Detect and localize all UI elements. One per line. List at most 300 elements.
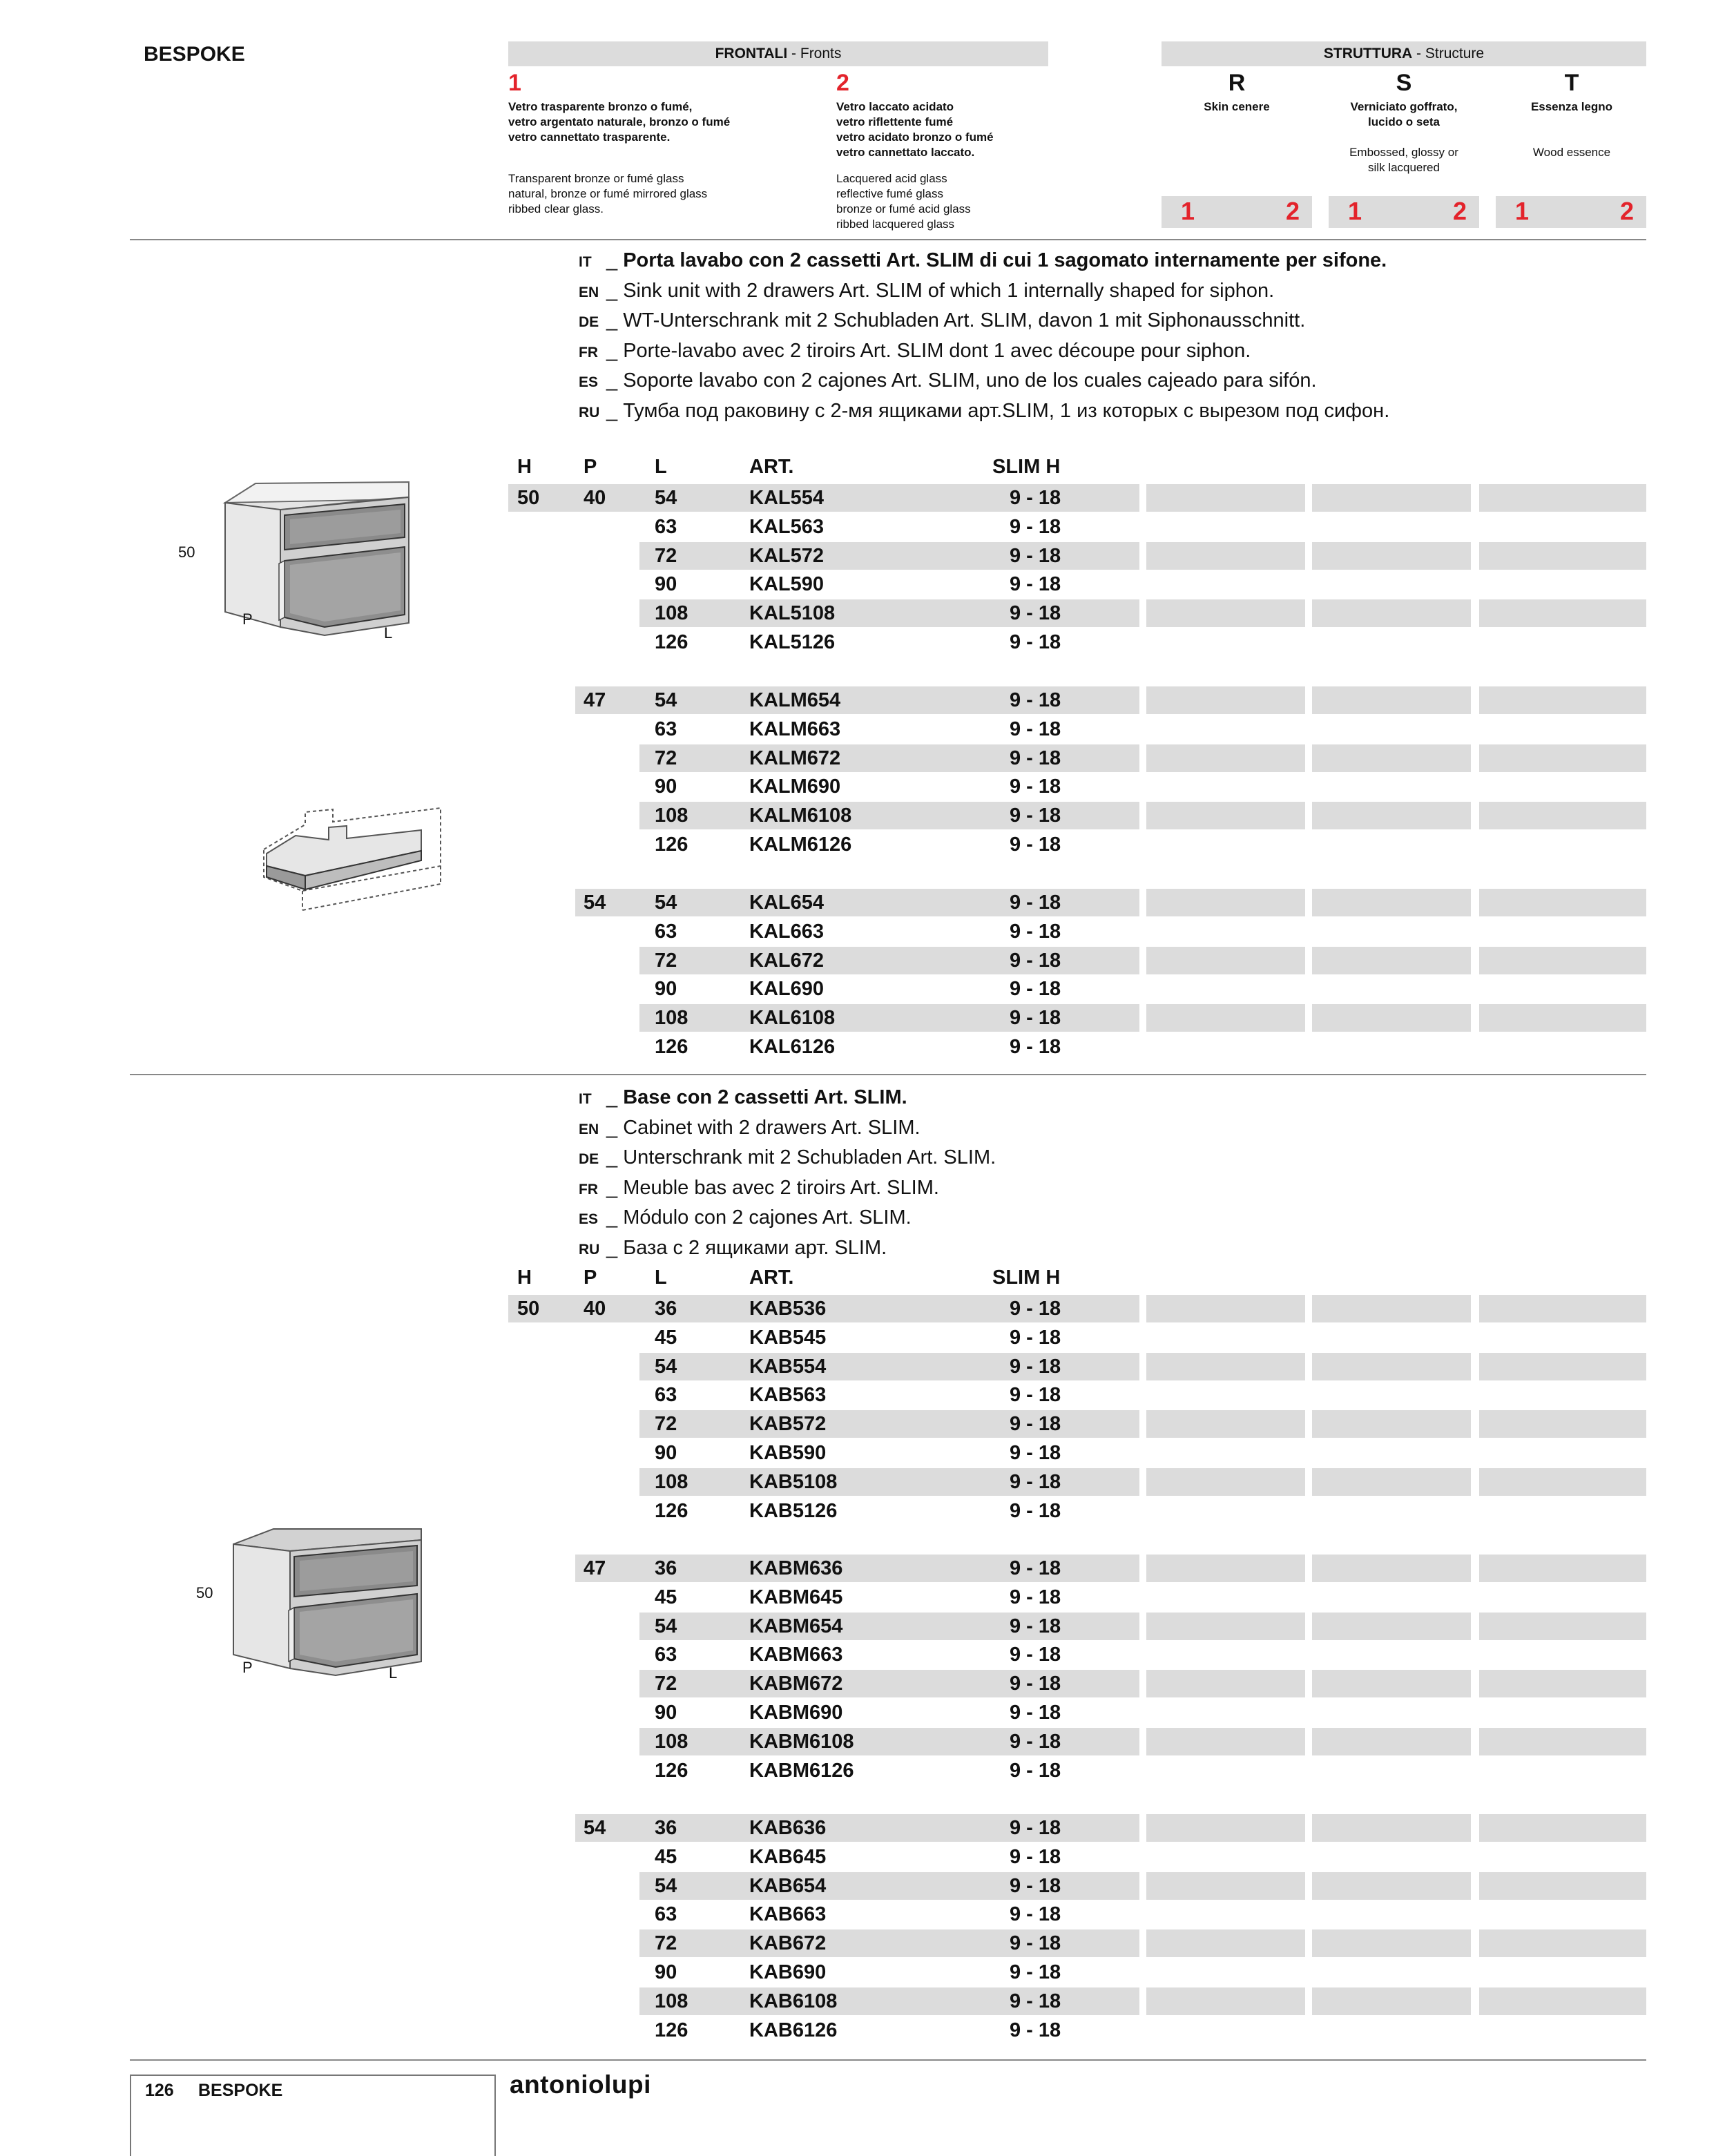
cell-art: KAB572 <box>749 1413 827 1436</box>
cell-l: 63 <box>655 920 677 943</box>
finish-cell <box>1312 744 1471 772</box>
cell-l: 90 <box>655 1702 677 1724</box>
cell-l: 72 <box>655 1413 677 1436</box>
cell-art: KAB636 <box>749 1817 827 1839</box>
cell-art: KABM645 <box>749 1586 843 1608</box>
desc-line-it <box>579 247 1389 277</box>
cell-art: KALM672 <box>749 747 841 769</box>
finish-cell <box>1146 1004 1305 1032</box>
table-row <box>0 1900 1725 1929</box>
lang-code: ES <box>579 1211 599 1227</box>
table-row <box>0 1004 1725 1033</box>
lang-separator: _ <box>606 369 624 392</box>
cell-l: 72 <box>655 1673 677 1695</box>
cell-l: 36 <box>655 1298 677 1320</box>
lang-code: IT <box>579 254 592 270</box>
cell-slim: 9 - 18 <box>1010 689 1061 711</box>
row-shade <box>639 1929 1139 1957</box>
finish-cell <box>1312 686 1471 714</box>
cell-art: KALM654 <box>749 689 841 711</box>
structure-code: 2 <box>1452 197 1467 225</box>
cell-art: KAL590 <box>749 573 824 596</box>
lang-separator: _ <box>606 1176 624 1199</box>
finish-cell <box>1312 1872 1471 1900</box>
cell-slim: 9 - 18 <box>1010 1355 1061 1378</box>
drawing2-width-label: L <box>389 1664 398 1682</box>
finish-cell <box>1479 1929 1646 1957</box>
front-en-line: reflective fumé glass <box>836 187 943 200</box>
structure-code: 1 <box>1348 197 1362 225</box>
cell-slim: 9 - 18 <box>1010 1615 1061 1637</box>
lang-code: DE <box>579 314 599 330</box>
table-row <box>0 975 1725 1004</box>
table-row <box>0 715 1725 744</box>
lang-code: IT <box>579 1091 592 1107</box>
cell-l: 90 <box>655 573 677 596</box>
finish-cell <box>1146 744 1305 772</box>
front-en-line: ribbed lacquered glass <box>836 218 955 231</box>
footer-box <box>130 2075 496 2156</box>
finish-cell <box>1312 1728 1471 1755</box>
row-shade <box>639 1987 1139 2015</box>
lang-code: EN <box>579 284 599 300</box>
finish-cell <box>1312 802 1471 829</box>
cell-l: 45 <box>655 1586 677 1608</box>
cell-slim: 9 - 18 <box>1010 805 1061 827</box>
cell-slim: 9 - 18 <box>1010 1730 1061 1753</box>
structure-code: 2 <box>1619 197 1634 225</box>
desc-text: Тумба под раковину с 2-мя ящиками арт.SLIM, 1 из которых с вырезом под сифон. <box>623 399 1390 422</box>
finish-cell <box>1146 802 1305 829</box>
cell-l: 72 <box>655 544 677 567</box>
table-row <box>0 918 1725 947</box>
finish-cell <box>1479 1872 1646 1900</box>
column-header-slim: SLIM H <box>992 1267 1061 1289</box>
desc-text: Porte-lavabo avec 2 tiroirs Art. SLIM dont 1 avec découpe pour siphon. <box>623 339 1251 362</box>
cell-l: 90 <box>655 1961 677 1983</box>
cell-art: KAB690 <box>749 1961 827 1983</box>
cell-l: 54 <box>655 892 677 914</box>
cell-art: KAB554 <box>749 1355 827 1378</box>
finish-cell <box>1146 1295 1305 1322</box>
row-shade <box>639 542 1139 570</box>
finish-cell <box>1312 484 1471 512</box>
lang-separator: _ <box>606 1236 624 1259</box>
cell-art: KAB545 <box>749 1326 827 1349</box>
cell-art: KALM663 <box>749 718 841 740</box>
finish-cell <box>1479 1353 1646 1380</box>
cell-slim: 9 - 18 <box>1010 1961 1061 1983</box>
finish-cell <box>1146 1670 1305 1697</box>
table-row <box>0 1843 1725 1872</box>
front-en-line: bronze or fumé acid glass <box>836 202 971 215</box>
cell-slim: 9 - 18 <box>1010 1673 1061 1695</box>
desc-text: WT-Unterschrank mit 2 Schubladen Art. SLIM, davon 1 mit Siphonausschnitt. <box>623 309 1306 331</box>
desc-line-de <box>579 1144 996 1174</box>
finish-cell <box>1479 947 1646 974</box>
cell-slim: 9 - 18 <box>1010 2019 1061 2041</box>
table-row <box>0 1324 1725 1353</box>
finish-cell <box>1312 1929 1471 1957</box>
cell-l: 108 <box>655 1470 688 1493</box>
desc-line-ru <box>579 397 1389 427</box>
cell-slim: 9 - 18 <box>1010 978 1061 1001</box>
cell-l: 36 <box>655 1817 677 1839</box>
finish-cell <box>1312 1555 1471 1582</box>
desc-text: Unterschrank mit 2 Schubladen Art. SLIM. <box>623 1146 996 1168</box>
cell-l: 90 <box>655 1442 677 1464</box>
cell-art: KALM6108 <box>749 805 852 827</box>
finish-cell <box>1146 1872 1305 1900</box>
column-header-slim: SLIM H <box>992 456 1061 478</box>
finish-cell <box>1146 1814 1305 1842</box>
cell-p: 54 <box>584 892 606 914</box>
cell-art: KABM663 <box>749 1644 843 1666</box>
cell-art: KAL6126 <box>749 1036 836 1058</box>
cell-l: 126 <box>655 1759 688 1782</box>
cell-l: 90 <box>655 978 677 1001</box>
cell-l: 108 <box>655 1730 688 1753</box>
row-shade <box>639 599 1139 627</box>
cell-art: KAL690 <box>749 978 824 1001</box>
structure-code-box <box>1496 196 1646 228</box>
cell-l: 45 <box>655 1845 677 1868</box>
structure-bar <box>1162 41 1646 66</box>
cell-slim: 9 - 18 <box>1010 544 1061 567</box>
table-row <box>0 1929 1725 1958</box>
cell-art: KAB6108 <box>749 1990 838 2012</box>
structure-it-line: Essenza legno <box>1530 100 1613 113</box>
cell-slim: 9 - 18 <box>1010 1442 1061 1464</box>
cell-art: KAB536 <box>749 1298 827 1320</box>
finish-cell <box>1312 889 1471 916</box>
cell-l: 72 <box>655 1932 677 1955</box>
structure-code: 1 <box>1515 197 1530 225</box>
lang-separator: _ <box>606 1206 624 1229</box>
desc-line-es <box>579 1204 996 1234</box>
column-header-l: L <box>655 456 667 478</box>
cell-art: KABM636 <box>749 1557 843 1579</box>
desc-text: Soporte lavabo con 2 cajones Art. SLIM, uno de los cuales cajeado para sifón. <box>623 369 1317 392</box>
desc-text: Base con 2 cassetti Art. SLIM. <box>623 1086 907 1108</box>
lang-separator: _ <box>606 399 624 422</box>
cell-l: 54 <box>655 1874 677 1897</box>
sink-unit-drawing <box>207 470 428 649</box>
table-row <box>0 1381 1725 1410</box>
row-shade <box>639 1613 1139 1640</box>
cell-l: 126 <box>655 2019 688 2041</box>
cell-art: KAL572 <box>749 544 824 567</box>
cell-p: 47 <box>584 689 606 711</box>
structure-it-line: Skin cenere <box>1204 100 1270 113</box>
structure-code-box <box>1162 196 1312 228</box>
front-it-line: Vetro trasparente bronzo o fumé, <box>508 100 693 113</box>
drawing1-width-label: L <box>384 624 393 642</box>
cell-slim: 9 - 18 <box>1010 892 1061 914</box>
fronts-bar-rest: - Fronts <box>787 46 842 61</box>
front-it-line: vetro cannettato trasparente. <box>508 131 671 144</box>
cell-h: 50 <box>517 1298 540 1320</box>
structure-en-line: silk lacquered <box>1368 161 1440 174</box>
structure-code: 2 <box>1285 197 1300 225</box>
table-row <box>0 1439 1725 1468</box>
cell-art: KAB654 <box>749 1874 827 1897</box>
lang-separator: _ <box>606 1086 624 1108</box>
finish-cell <box>1146 1353 1305 1380</box>
row-shade <box>639 1728 1139 1755</box>
front-en-line: Lacquered acid glass <box>836 172 947 185</box>
row-shade <box>639 947 1139 974</box>
cell-l: 108 <box>655 1007 688 1030</box>
front-it-line: vetro riflettente fumé <box>836 115 954 128</box>
cell-slim: 9 - 18 <box>1010 718 1061 740</box>
cell-l: 63 <box>655 1903 677 1926</box>
table-row <box>0 1699 1725 1728</box>
finish-cell <box>1146 686 1305 714</box>
cell-l: 36 <box>655 1557 677 1579</box>
cell-slim: 9 - 18 <box>1010 1903 1061 1926</box>
divider <box>130 239 1646 240</box>
table-row <box>0 1814 1725 1843</box>
column-header-h: H <box>517 456 532 478</box>
cell-p: 40 <box>584 1298 606 1320</box>
finish-cell <box>1479 686 1646 714</box>
cell-slim: 9 - 18 <box>1010 1326 1061 1349</box>
column-header-p: P <box>584 1267 597 1289</box>
cell-slim: 9 - 18 <box>1010 631 1061 653</box>
cell-art: KAL554 <box>749 487 824 509</box>
column-header-h: H <box>517 1267 532 1289</box>
cell-slim: 9 - 18 <box>1010 602 1061 625</box>
table-row <box>0 947 1725 976</box>
lang-separator: _ <box>606 309 624 331</box>
structure-en-line: Embossed, glossy or <box>1349 146 1458 159</box>
cell-slim: 9 - 18 <box>1010 949 1061 972</box>
front-it-line: vetro cannettato laccato. <box>836 146 975 159</box>
cell-l: 54 <box>655 1615 677 1637</box>
desc-line-it <box>579 1084 996 1114</box>
cell-art: KAB5108 <box>749 1470 838 1493</box>
lang-code: RU <box>579 1241 600 1258</box>
cell-slim: 9 - 18 <box>1010 1413 1061 1436</box>
table-row <box>0 1872 1725 1901</box>
cell-slim: 9 - 18 <box>1010 573 1061 596</box>
finish-cell <box>1479 802 1646 829</box>
cell-art: KALM6126 <box>749 834 852 856</box>
cell-slim: 9 - 18 <box>1010 1036 1061 1058</box>
cell-slim: 9 - 18 <box>1010 1817 1061 1839</box>
cell-slim: 9 - 18 <box>1010 1557 1061 1579</box>
finish-cell <box>1146 1613 1305 1640</box>
cell-l: 126 <box>655 631 688 653</box>
cell-art: KABM654 <box>749 1615 843 1637</box>
cell-slim: 9 - 18 <box>1010 1932 1061 1955</box>
structure-letter: R <box>1228 70 1246 96</box>
desc-line-fr <box>579 337 1389 367</box>
structure-it-line: Verniciato goffrato, <box>1350 100 1458 113</box>
row-shade <box>639 1353 1139 1380</box>
cell-art: KAL6108 <box>749 1007 836 1030</box>
cell-slim: 9 - 18 <box>1010 1845 1061 1868</box>
cell-art: KABM6108 <box>749 1730 854 1753</box>
cell-art: KAL5126 <box>749 631 836 653</box>
finish-cell <box>1479 1728 1646 1755</box>
cell-slim: 9 - 18 <box>1010 1298 1061 1320</box>
finish-cell <box>1146 1987 1305 2015</box>
cell-h: 50 <box>517 487 540 509</box>
cell-slim: 9 - 18 <box>1010 1874 1061 1897</box>
finish-cell <box>1479 1555 1646 1582</box>
cell-l: 90 <box>655 776 677 798</box>
structure-bar-bold: STRUTTURA <box>1323 46 1413 61</box>
finish-cell <box>1146 947 1305 974</box>
finish-cell <box>1312 1613 1471 1640</box>
finish-cell <box>1312 1468 1471 1496</box>
structure-code-box <box>1329 196 1479 228</box>
finish-cell <box>1479 1670 1646 1697</box>
table-row <box>0 1728 1725 1757</box>
row-shade <box>639 802 1139 829</box>
cell-art: KAB563 <box>749 1384 827 1407</box>
front-en-line: ribbed clear glass. <box>508 202 604 215</box>
fronts-bar-bold: FRONTALI <box>715 46 788 61</box>
cell-slim: 9 - 18 <box>1010 747 1061 769</box>
cell-slim: 9 - 18 <box>1010 1499 1061 1522</box>
cell-slim: 9 - 18 <box>1010 487 1061 509</box>
cell-art: KAB6126 <box>749 2019 838 2041</box>
front-it-line: Vetro laccato acidato <box>836 100 954 113</box>
front-en-line: Transparent bronze or fumé glass <box>508 172 684 185</box>
desc-text: Porta lavabo con 2 cassetti Art. SLIM di cui 1 sagomato internamente per sifone. <box>623 249 1387 271</box>
table-row <box>0 1033 1725 1062</box>
footer-page-number: 126 <box>145 2081 174 2100</box>
row-shade <box>639 744 1139 772</box>
finish-cell <box>1312 1295 1471 1322</box>
lang-separator: _ <box>606 1116 624 1139</box>
cell-art: KABM6126 <box>749 1759 854 1782</box>
finish-cell <box>1479 889 1646 916</box>
table-row <box>0 1757 1725 1786</box>
structure-code: 1 <box>1181 197 1195 225</box>
cell-l: 108 <box>655 602 688 625</box>
row-shade <box>639 1670 1139 1697</box>
cell-slim: 9 - 18 <box>1010 1702 1061 1724</box>
finish-cell <box>1479 1468 1646 1496</box>
structure-bar-rest: - Structure <box>1412 46 1485 61</box>
cell-slim: 9 - 18 <box>1010 834 1061 856</box>
cell-l: 72 <box>655 949 677 972</box>
finish-cell <box>1146 1410 1305 1438</box>
cell-art: KABM672 <box>749 1673 843 1695</box>
desc-line-en <box>579 277 1389 307</box>
finish-cell <box>1312 542 1471 570</box>
drawing2-depth-label: P <box>242 1659 253 1676</box>
cell-slim: 9 - 18 <box>1010 1007 1061 1030</box>
cell-slim: 9 - 18 <box>1010 515 1061 538</box>
cell-art: KAB590 <box>749 1442 827 1464</box>
finish-cell <box>1312 1353 1471 1380</box>
column-header-p: P <box>584 456 597 478</box>
table-row <box>0 1468 1725 1497</box>
cell-slim: 9 - 18 <box>1010 1644 1061 1666</box>
desc-line-de <box>579 307 1389 337</box>
desc-text: Sink unit with 2 drawers Art. SLIM of which 1 internally shaped for siphon. <box>623 279 1275 302</box>
finish-cell <box>1479 1814 1646 1842</box>
drawing1-depth-label: P <box>242 610 253 628</box>
cell-art: KAL654 <box>749 892 824 914</box>
cell-l: 72 <box>655 747 677 769</box>
finish-cell <box>1479 542 1646 570</box>
desc-text: Módulo con 2 cajones Art. SLIM. <box>623 1206 912 1229</box>
cell-l: 54 <box>655 487 677 509</box>
lang-code: RU <box>579 404 600 421</box>
finish-cell <box>1146 1468 1305 1496</box>
table-row <box>0 1295 1725 1324</box>
desc-text: Cabinet with 2 drawers Art. SLIM. <box>623 1116 921 1139</box>
cell-art: KAL563 <box>749 515 824 538</box>
cell-slim: 9 - 18 <box>1010 1586 1061 1608</box>
cell-art: KAB663 <box>749 1903 827 1926</box>
row-shade <box>639 1410 1139 1438</box>
lang-code: EN <box>579 1121 599 1137</box>
finish-cell <box>1479 484 1646 512</box>
lang-separator: _ <box>606 1146 624 1168</box>
finish-cell <box>1146 599 1305 627</box>
desc-line-fr <box>579 1174 996 1204</box>
page-title: BESPOKE <box>144 43 245 66</box>
cell-p: 54 <box>584 1817 606 1839</box>
column-header-art: ART. <box>749 456 794 478</box>
finish-cell <box>1312 1814 1471 1842</box>
table-row <box>0 1958 1725 1987</box>
table-row <box>0 744 1725 773</box>
drawing1-height-label: 50 <box>178 543 195 561</box>
finish-cell <box>1479 1410 1646 1438</box>
column-header-art: ART. <box>749 1267 794 1289</box>
cell-slim: 9 - 18 <box>1010 1470 1061 1493</box>
cell-art: KAL5108 <box>749 602 836 625</box>
finish-cell <box>1312 599 1471 627</box>
finish-cell <box>1479 599 1646 627</box>
cell-slim: 9 - 18 <box>1010 1759 1061 1782</box>
finish-cell <box>1479 1613 1646 1640</box>
cell-l: 45 <box>655 1326 677 1349</box>
finish-cell <box>1146 889 1305 916</box>
section1-description <box>579 247 1389 427</box>
finish-cell <box>1312 947 1471 974</box>
front-it-line: vetro acidato bronzo o fumé <box>836 131 994 144</box>
finish-cell <box>1312 1670 1471 1697</box>
cabinet-drawing <box>221 1519 435 1692</box>
table-row <box>0 1353 1725 1382</box>
divider <box>130 2059 1646 2061</box>
cell-l: 54 <box>655 1355 677 1378</box>
cell-slim: 9 - 18 <box>1010 1384 1061 1407</box>
finish-cell <box>1146 1728 1305 1755</box>
desc-text: Meuble bas avec 2 tiroirs Art. SLIM. <box>623 1176 939 1199</box>
lang-separator: _ <box>606 339 624 362</box>
desc-line-en <box>579 1114 996 1144</box>
lang-code: DE <box>579 1151 599 1167</box>
brand-logo: antoniolupi <box>510 2070 651 2099</box>
structure-letter: S <box>1396 70 1412 96</box>
lang-separator: _ <box>606 279 624 302</box>
front-en-line: natural, bronze or fumé mirrored glass <box>508 187 708 200</box>
cell-p: 40 <box>584 487 606 509</box>
structure-en-line: Wood essence <box>1532 146 1611 159</box>
cell-p: 47 <box>584 1557 606 1579</box>
cell-art: KALM690 <box>749 776 841 798</box>
